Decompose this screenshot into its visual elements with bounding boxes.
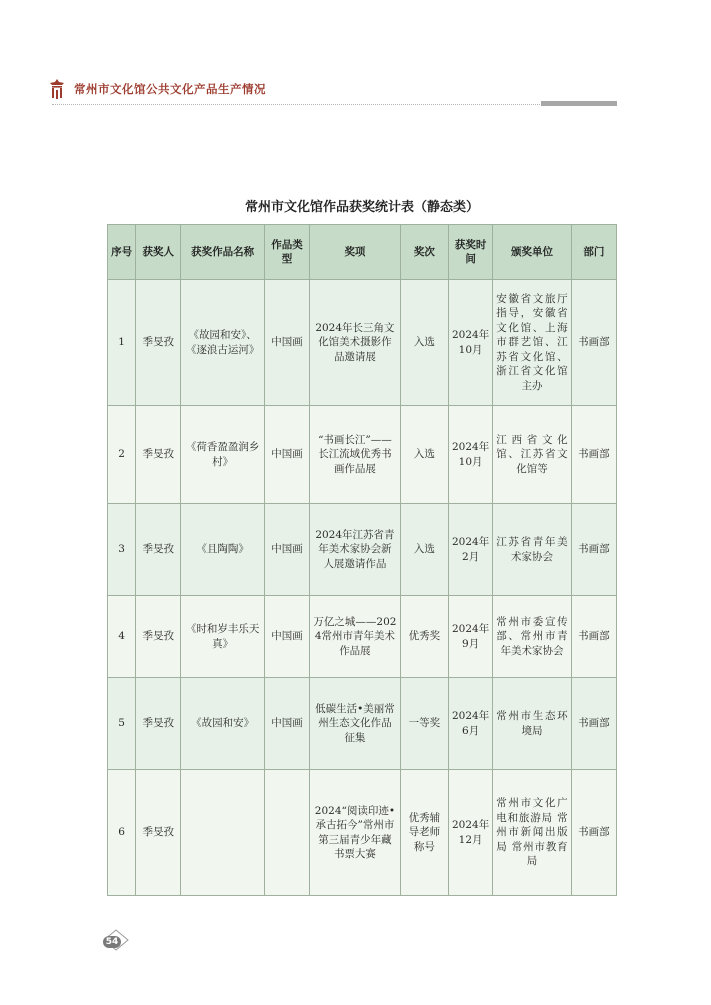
cell-index: 6 (108, 770, 136, 896)
cell-rank: 优秀奖 (400, 596, 448, 678)
cell-work-title: 《时和岁丰乐天真》 (181, 596, 264, 678)
header-title: 常州市文化馆公共文化产品生产情况 (74, 82, 266, 96)
cell-date: 2024年6月 (448, 678, 492, 770)
table-row (108, 504, 617, 596)
cell-index: 4 (108, 596, 136, 678)
page-header (48, 76, 266, 102)
column-header: 获奖作品名称 (181, 225, 264, 280)
column-header: 获奖人 (136, 225, 181, 280)
cell-rank: 入选 (400, 406, 448, 504)
cell-index: 1 (108, 280, 136, 406)
table-title: 常州市文化馆作品获奖统计表（静态类） (244, 200, 479, 215)
cell-index: 3 (108, 504, 136, 596)
cell-work-type: 中国画 (264, 678, 309, 770)
table-row (108, 406, 617, 504)
column-header: 作品类型 (264, 225, 309, 280)
cell-work-type: 中国画 (264, 504, 309, 596)
cell-award: 2024年长三角文化馆美术摄影作品邀请展 (310, 280, 401, 406)
cell-award: “书画长江”——长江流域优秀书画作品展 (310, 406, 401, 504)
cell-department: 书画部 (571, 678, 616, 770)
cell-work-type: 中国画 (264, 406, 309, 504)
cell-date: 2024年10月 (448, 280, 492, 406)
cell-issuer: 江苏省青年美术家协会 (493, 504, 571, 596)
column-header: 奖项 (310, 225, 401, 280)
cell-issuer: 常州市委宣传部、常州市青年美术家协会 (493, 596, 571, 678)
cell-winner: 季旻孜 (136, 596, 181, 678)
cell-department: 书画部 (571, 280, 616, 406)
cell-issuer: 常州市文化广电和旅游局 常州市新闻出版局 常州市教育局 (493, 770, 571, 896)
cell-winner: 季旻孜 (136, 406, 181, 504)
cell-work-type: 中国画 (264, 280, 309, 406)
cell-rank: 优秀辅导老师称号 (400, 770, 448, 896)
cell-work-type: 中国画 (264, 596, 309, 678)
cell-award: 低碳生活•美丽常州生态文化作品征集 (310, 678, 401, 770)
cell-rank: 入选 (400, 504, 448, 596)
table-header-row (108, 225, 617, 280)
cell-index: 5 (108, 678, 136, 770)
awards-table (107, 224, 617, 896)
cell-award: 万亿之城——2024常州市青年美术作品展 (310, 596, 401, 678)
column-header: 获奖时间 (448, 225, 492, 280)
cell-work-title: 《故园和安》 (181, 678, 264, 770)
cell-winner: 季旻孜 (136, 504, 181, 596)
column-header: 序号 (108, 225, 136, 280)
cell-issuer: 江西省文化馆、江苏省文化馆等 (493, 406, 571, 504)
cell-award: 2024“阅读印迹•承古拓今”常州市第三届青少年藏书票大赛 (310, 770, 401, 896)
cell-issuer: 安徽省文旅厅指导，安徽省文化馆、上海市群艺馆、江苏省文化馆、浙江省文化馆主办 (493, 280, 571, 406)
cell-award: 2024年江苏省青年美术家协会新人展邀请作品 (310, 504, 401, 596)
museum-logo-icon (48, 78, 66, 100)
cell-rank: 入选 (400, 280, 448, 406)
cell-work-title: 《且陶陶》 (181, 504, 264, 596)
cell-department: 书画部 (571, 406, 616, 504)
cell-issuer: 常州市生态环境局 (493, 678, 571, 770)
cell-rank: 一等奖 (400, 678, 448, 770)
header-dotted-rule (52, 104, 542, 105)
table-row (108, 280, 617, 406)
cell-index: 2 (108, 406, 136, 504)
column-header: 奖次 (400, 225, 448, 280)
cell-department: 书画部 (571, 504, 616, 596)
cell-winner: 季旻孜 (136, 770, 181, 896)
header-gray-bar (541, 101, 617, 106)
column-header: 部门 (571, 225, 616, 280)
table-row (108, 678, 617, 770)
cell-work-title (181, 770, 264, 896)
cell-work-title: 《荷香盈盈润乡村》 (181, 406, 264, 504)
cell-winner: 季旻孜 (136, 678, 181, 770)
cell-date: 2024年12月 (448, 770, 492, 896)
page-number: 54 (103, 936, 121, 948)
cell-work-title: 《故园和安》、《逐浪古运河》 (181, 280, 264, 406)
cell-work-type (264, 770, 309, 896)
cell-date: 2024年9月 (448, 596, 492, 678)
cell-department: 书画部 (571, 770, 616, 896)
cell-date: 2024年10月 (448, 406, 492, 504)
cell-date: 2024年2月 (448, 504, 492, 596)
cell-department: 书画部 (571, 596, 616, 678)
table-row (108, 770, 617, 896)
cell-winner: 季旻孜 (136, 280, 181, 406)
table-row (108, 596, 617, 678)
column-header: 颁奖单位 (493, 225, 571, 280)
